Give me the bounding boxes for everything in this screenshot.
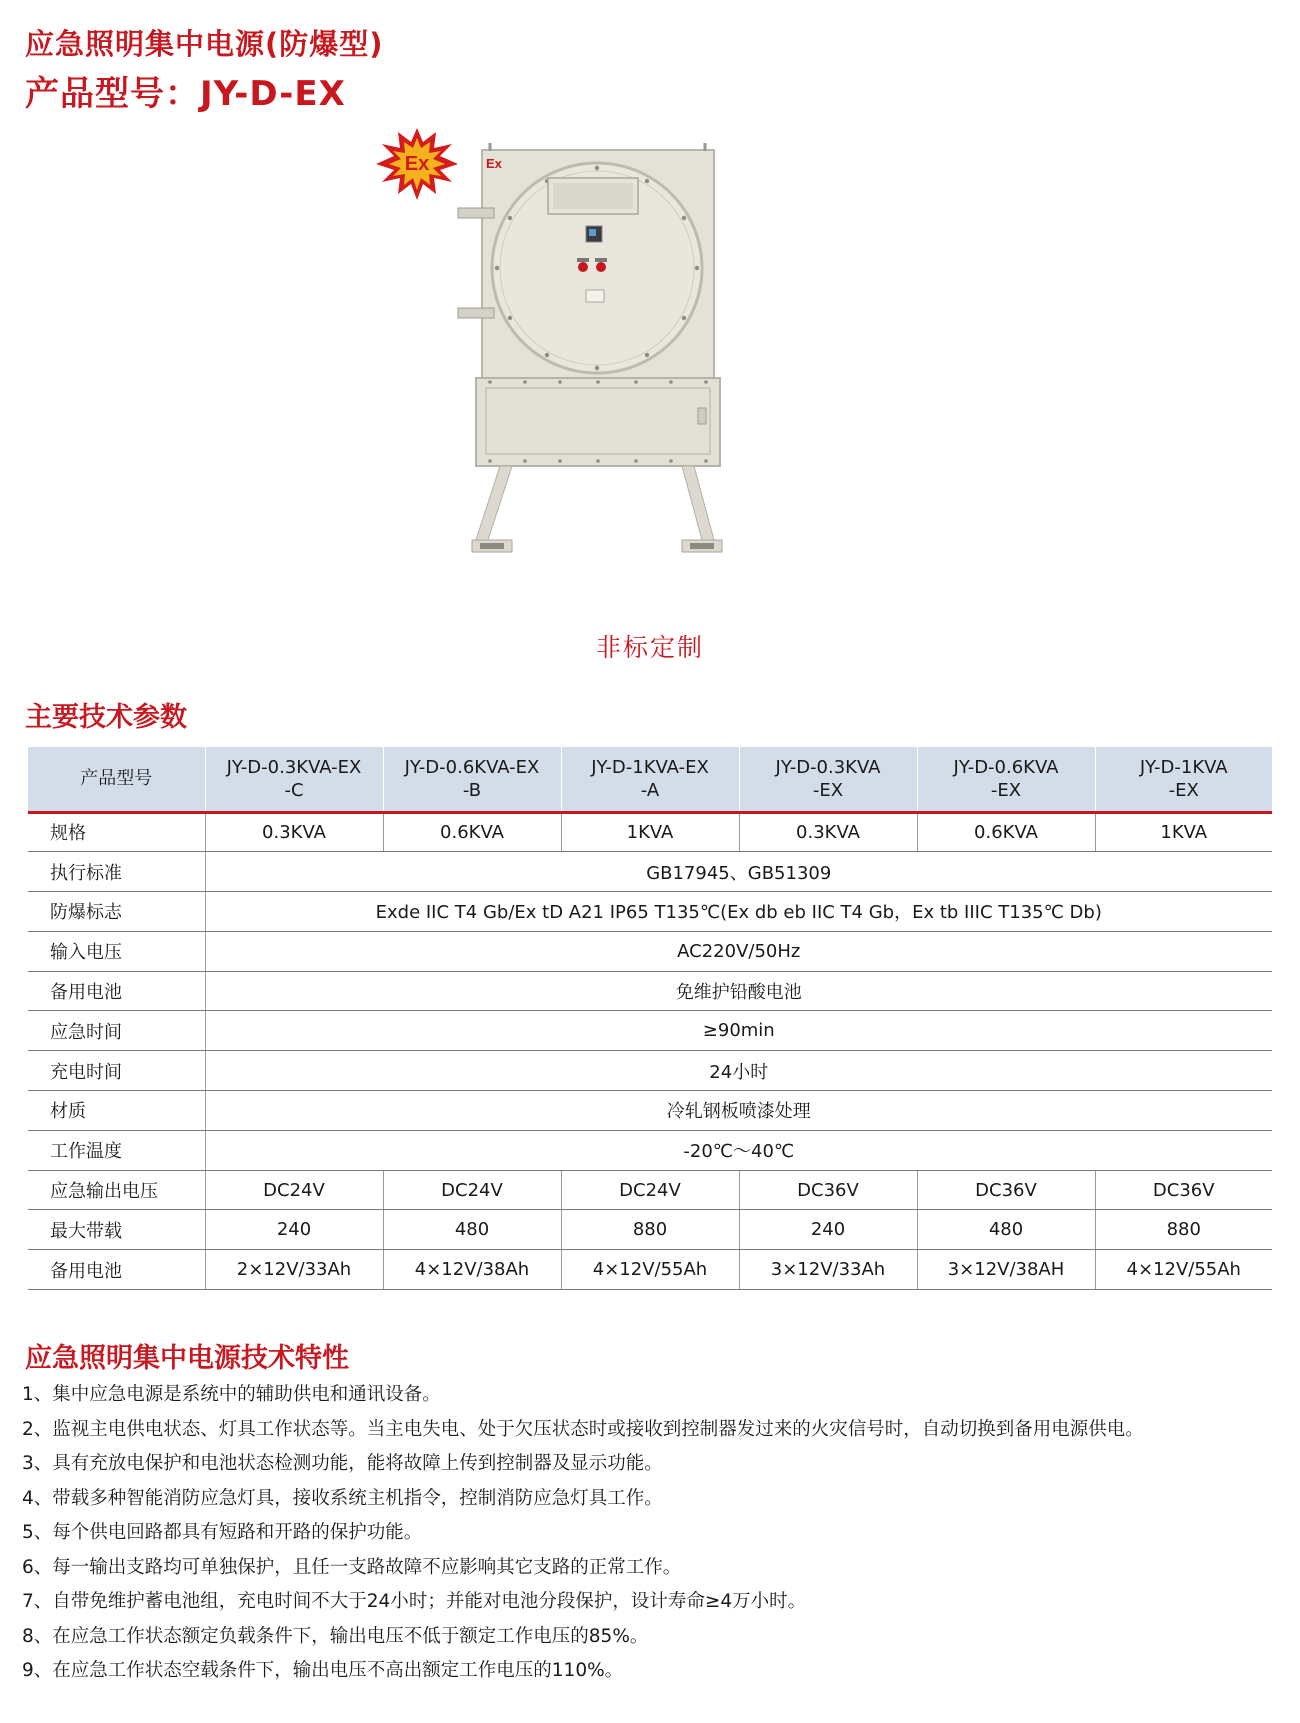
model-header-cell [561,747,739,812]
feature-item: 8、在应急工作状态额定负载条件下，输出电压不低于额定工作电压的85%。 [22,1625,649,1647]
model-name-line1: JY-D-0.3KVA [775,756,881,778]
model-name-line2: -C [284,779,304,801]
model-name-line1: JY-D-0.6KVA-EX [404,756,540,778]
merged-value-cell: GB17945、GB51309 [205,852,1272,892]
value-cell: 880 [561,1210,739,1250]
specs-section-title: 主要技术参数 [25,702,187,733]
feature-item: 2、监视主电供电状态、灯具工作状态等。当主电失电、处于欠压状态时或接收到控制器发过来的火灾信号时，自动切换到备用电源供电。 [22,1418,1144,1440]
product-image [360,120,830,610]
feature-item: 1、集中应急电源是系统中的辅助供电和通讯设备。 [22,1384,441,1405]
feature-item: 5、每个供电回路都具有短路和开路的保护功能。 [22,1522,423,1543]
value-cell: DC24V [205,1170,383,1210]
table-header-row [28,747,1272,812]
header-cell: 产品型号 [28,747,205,812]
model-name-line2: -EX [990,779,1022,801]
merged-value-cell: AC220V/50Hz [205,931,1272,971]
value-cell: 2×12V/33Ah [205,1250,383,1290]
table-row [28,1091,1272,1131]
row-label: 输入电压 [28,931,205,971]
value-cell: 3×12V/33Ah [739,1250,917,1290]
row-label: 防爆标志 [28,892,205,932]
cabinet-illustration [458,143,722,552]
model-name-line2: -EX [812,779,844,801]
merged-value-cell: 免维护铅酸电池 [205,971,1272,1011]
merged-value-cell: -20℃～40℃ [205,1130,1272,1170]
model-header-cell [205,747,383,812]
model-header-cell [739,747,917,812]
product-caption: 非标定制 [595,633,704,662]
table-row [28,852,1272,892]
feature-item: 7、自带免维护蓄电池组，充电时间不大于24小时；并能对电池分段保护，设计寿命≥4万小时。 [22,1591,807,1612]
svg-text:Ex: Ex [486,156,502,171]
features-list [22,1378,1144,1689]
row-label: 材质 [28,1091,205,1131]
svg-text:Ex: Ex [404,153,430,175]
ex-badge-icon [376,128,458,200]
model-name-line2: -B [462,779,482,801]
merged-value-cell: 24小时 [205,1051,1272,1091]
table-row [28,1210,1272,1250]
model-header-cell [917,747,1095,812]
row-label: 应急输出电压 [28,1170,205,1210]
table-row [28,971,1272,1011]
value-cell: DC24V [561,1170,739,1210]
table-row [28,931,1272,971]
model-name-line2: -A [640,779,660,801]
value-cell: 1KVA [561,812,739,852]
value-cell: DC36V [1095,1170,1272,1210]
value-cell: 480 [383,1210,561,1250]
table-row [28,1250,1272,1290]
value-cell: 1KVA [1095,812,1272,852]
table-row [28,1011,1272,1051]
merged-value-cell: 冷轧钢板喷漆处理 [205,1091,1272,1131]
table-row [28,1130,1272,1170]
value-cell: 240 [739,1210,917,1250]
row-label: 规格 [28,812,205,852]
table-row [28,1170,1272,1210]
model-name-line2: -EX [1168,779,1199,801]
features-section-title: 应急照明集中电源技术特性 [25,1343,349,1374]
value-cell: DC36V [917,1170,1095,1210]
row-label: 工作温度 [28,1130,205,1170]
model-name-line1: JY-D-1KVA-EX [591,756,709,778]
model-header-cell [1095,747,1272,812]
value-cell: DC36V [739,1170,917,1210]
value-cell: 4×12V/55Ah [1095,1250,1272,1290]
row-label: 最大带载 [28,1210,205,1250]
model-name-line1: JY-D-1KVA [1139,756,1228,778]
row-label: 备用电池 [28,1250,205,1290]
row-label: 应急时间 [28,1011,205,1051]
product-model-heading: 产品型号：JY-D-EX [25,74,346,114]
page-title: 应急照明集中电源(防爆型) [25,27,384,61]
model-name-line1: JY-D-0.6KVA [953,756,1059,778]
merged-value-cell: ≥90min [205,1011,1272,1051]
value-cell: 4×12V/55Ah [561,1250,739,1290]
value-cell: 0.6KVA [383,812,561,852]
merged-value-cell: Exde IIC T4 Gb/Ex tD A21 IP65 T135℃(Ex db eb IIC T4 Gb，Ex tb IIIC T135℃ Db) [205,892,1272,932]
table-row [28,1051,1272,1091]
feature-item: 9、在应急工作状态空载条件下，输出电压不高出额定工作电压的110%。 [22,1660,624,1681]
table-row [28,892,1272,932]
value-cell: DC24V [383,1170,561,1210]
value-cell: 3×12V/38AH [917,1250,1095,1290]
value-cell: 880 [1095,1210,1272,1250]
row-label: 执行标准 [28,852,205,892]
value-cell: 4×12V/38Ah [383,1250,561,1290]
spec-table [28,747,1272,1290]
model-name-line1: JY-D-0.3KVA-EX [226,756,362,778]
value-cell: 480 [917,1210,1095,1250]
value-cell: 240 [205,1210,383,1250]
feature-item: 3、具有充放电保护和电池状态检测功能，能将故障上传到控制器及显示功能。 [22,1453,663,1474]
row-label: 充电时间 [28,1051,205,1091]
value-cell: 0.6KVA [917,812,1095,852]
table-row [28,812,1272,852]
feature-item: 6、每一输出支路均可单独保护，且任一支路故障不应影响其它支路的正常工作。 [22,1556,682,1578]
feature-item: 4、带载多种智能消防应急灯具，接收系统主机指令，控制消防应急灯具工作。 [22,1487,663,1509]
value-cell: 0.3KVA [739,812,917,852]
model-header-cell [383,747,561,812]
value-cell: 0.3KVA [205,812,383,852]
row-label: 备用电池 [28,971,205,1011]
